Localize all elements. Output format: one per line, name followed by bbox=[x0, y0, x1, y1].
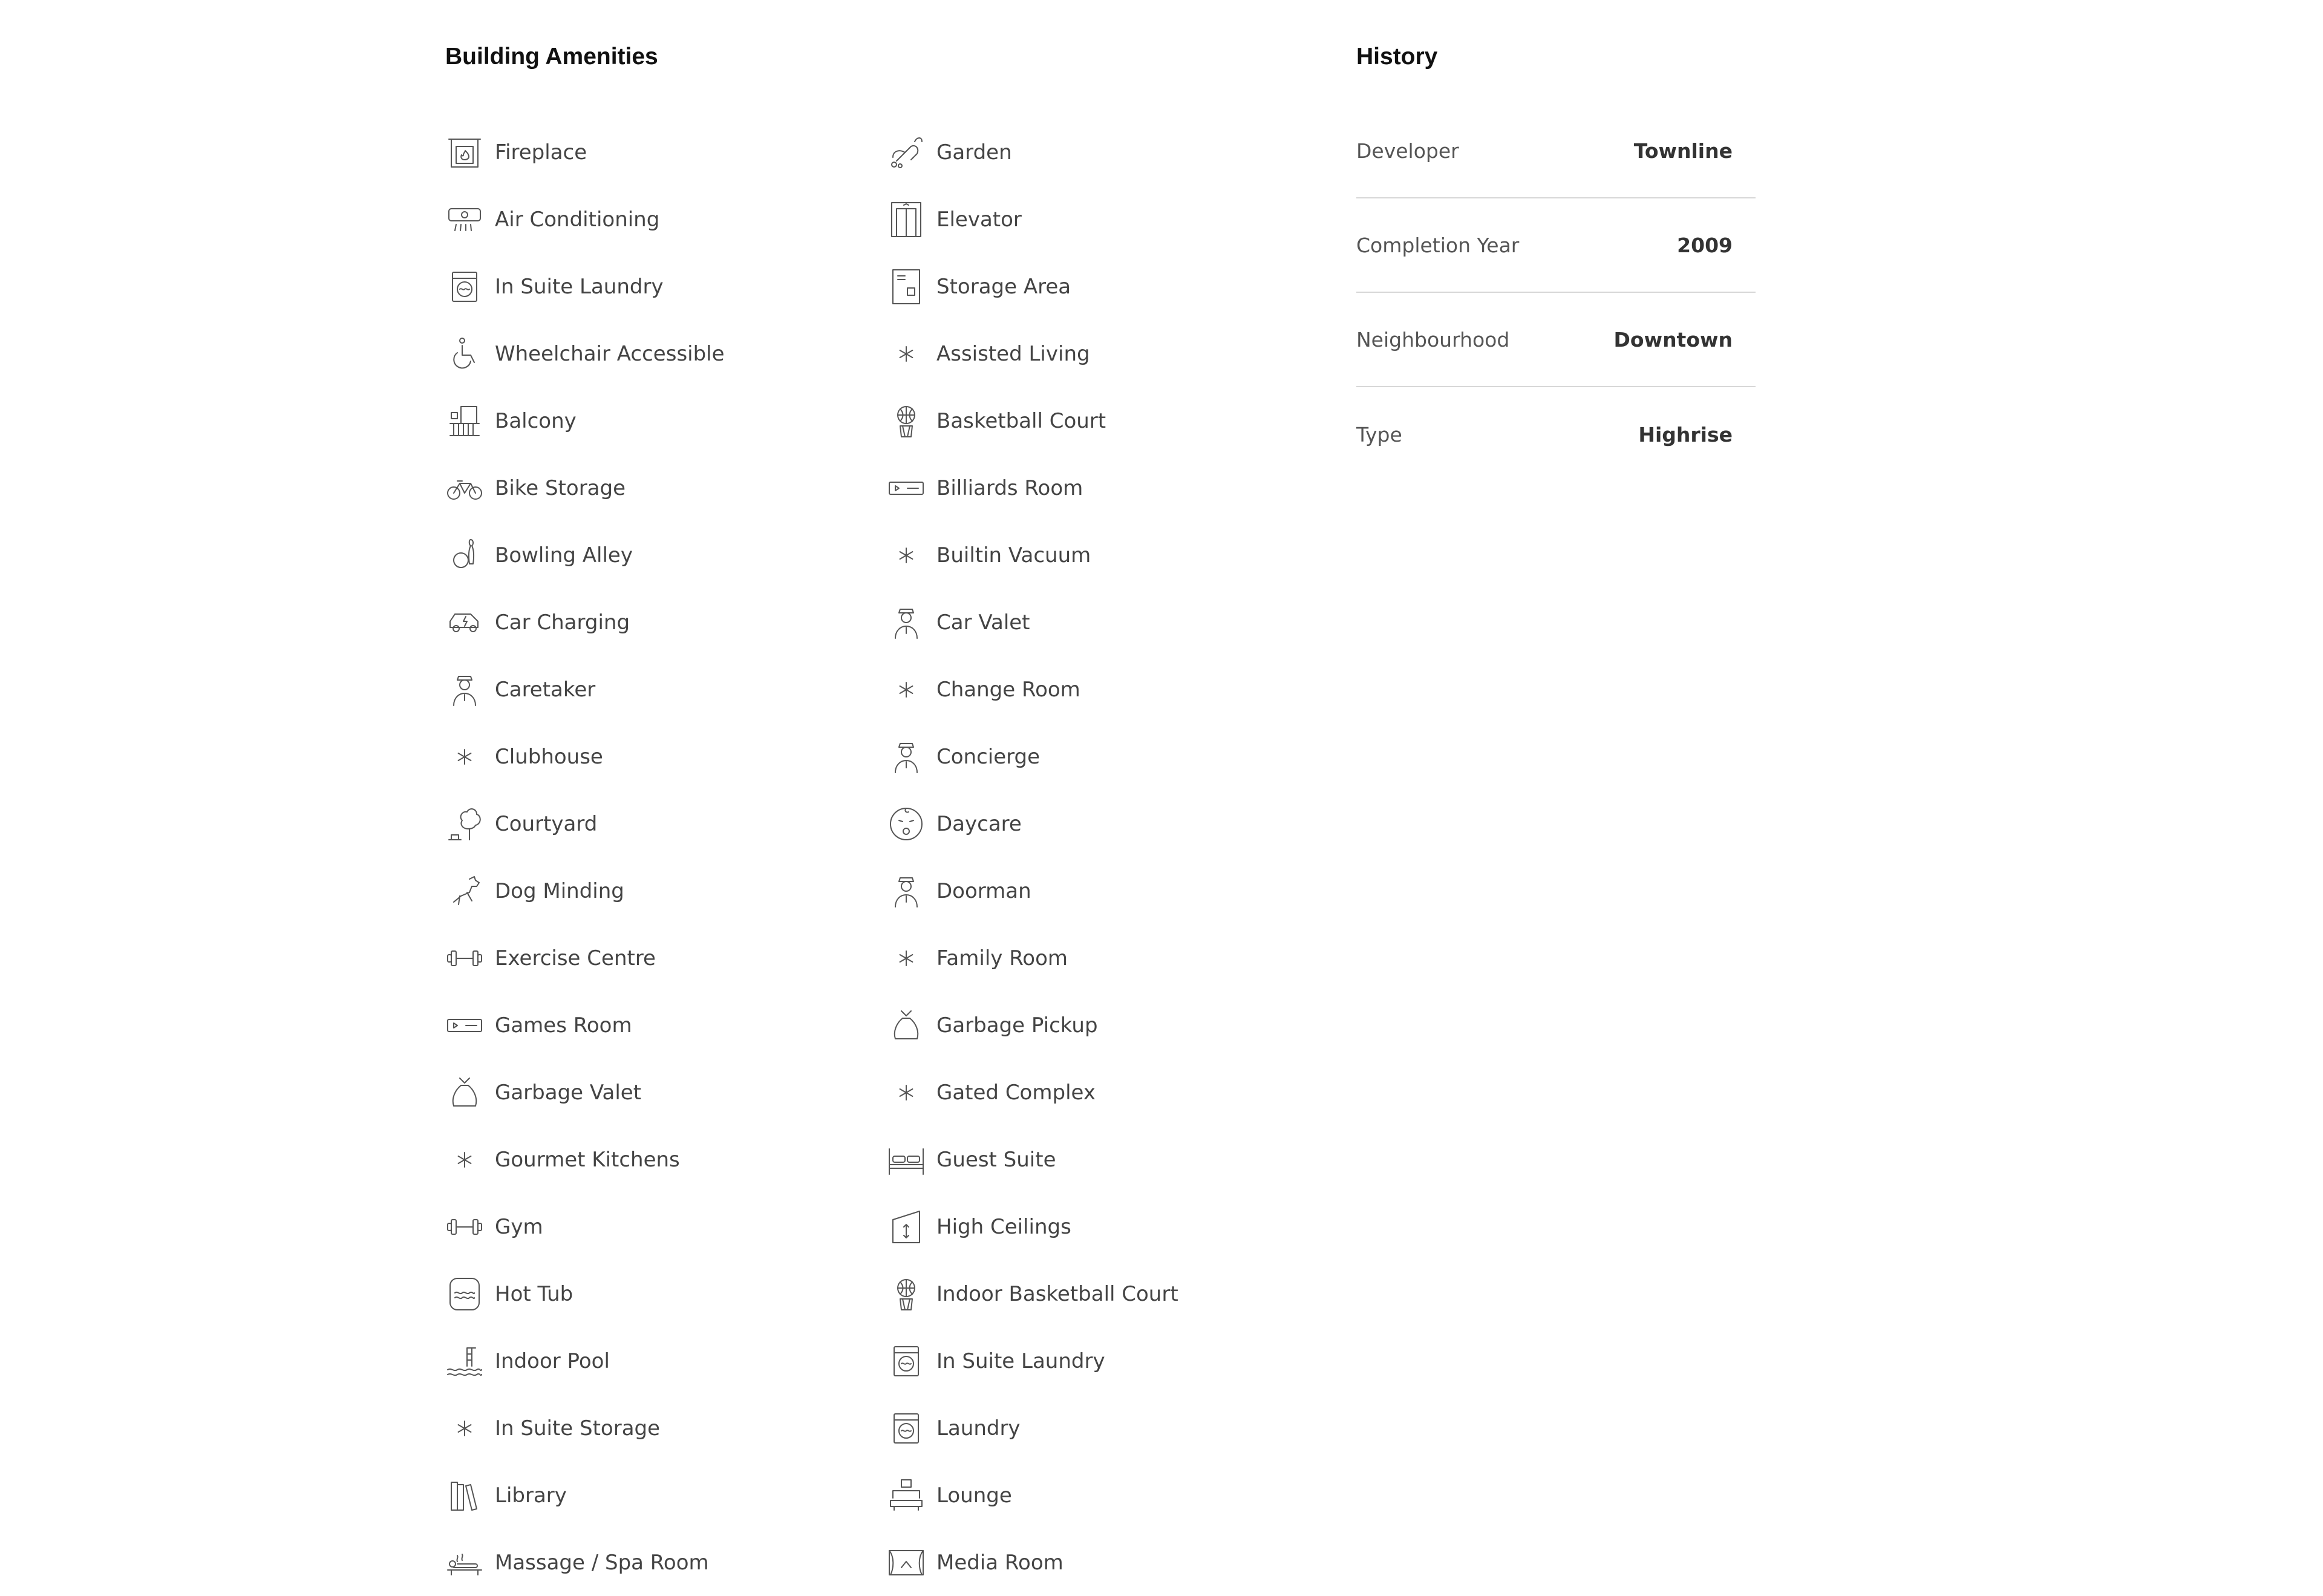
amenity-label: Media Room bbox=[936, 1550, 1063, 1575]
history-label: Type bbox=[1356, 422, 1402, 446]
amenity-item bbox=[887, 1462, 1310, 1529]
amenity-label: Bike Storage bbox=[495, 476, 626, 500]
amenity-item bbox=[445, 320, 869, 387]
basketball-icon bbox=[887, 1275, 926, 1313]
ceiling-icon bbox=[887, 1208, 926, 1246]
amenity-label: Garbage Pickup bbox=[936, 1013, 1098, 1038]
garden-icon bbox=[887, 133, 926, 172]
theater-icon bbox=[887, 1543, 926, 1582]
amenity-label: Wheelchair Accessible bbox=[495, 341, 725, 366]
garbage-bag-icon bbox=[445, 1073, 484, 1112]
ticket-icon bbox=[445, 1006, 484, 1045]
history-label: Developer bbox=[1356, 139, 1459, 163]
pool-icon bbox=[445, 1342, 484, 1381]
elevator-icon bbox=[887, 200, 926, 239]
amenity-item bbox=[445, 1395, 869, 1462]
asterisk-icon bbox=[887, 939, 926, 978]
storage-icon bbox=[887, 267, 926, 306]
amenity-item bbox=[887, 589, 1310, 656]
amenity-item bbox=[887, 992, 1310, 1059]
asterisk-icon bbox=[887, 1073, 926, 1112]
amenity-label: Family Room bbox=[936, 946, 1068, 970]
amenity-item bbox=[445, 790, 869, 857]
amenity-item bbox=[445, 522, 869, 589]
amenity-item bbox=[445, 992, 869, 1059]
asterisk-icon bbox=[887, 670, 926, 709]
tree-icon bbox=[445, 805, 484, 843]
amenity-item bbox=[445, 857, 869, 924]
amenity-label: Air Conditioning bbox=[495, 207, 660, 232]
amenity-label: Massage / Spa Room bbox=[495, 1550, 709, 1575]
amenity-label: Daycare bbox=[936, 811, 1022, 836]
amenity-label: In Suite Laundry bbox=[936, 1349, 1105, 1373]
history-value: Highrise bbox=[1638, 422, 1733, 446]
dumbbell-icon bbox=[445, 1208, 484, 1246]
laundry-icon bbox=[887, 1409, 926, 1448]
amenity-label: Builtin Vacuum bbox=[936, 543, 1091, 567]
amenity-label: Courtyard bbox=[495, 811, 598, 836]
amenity-label: Change Room bbox=[936, 677, 1080, 702]
amenity-label: Games Room bbox=[495, 1013, 632, 1038]
person-icon bbox=[445, 670, 484, 709]
amenity-item bbox=[445, 723, 869, 790]
amenity-item bbox=[445, 1193, 869, 1260]
amenity-item bbox=[887, 253, 1310, 320]
history-row bbox=[1356, 387, 1756, 482]
amenity-item bbox=[887, 790, 1310, 857]
amenity-label: In Suite Laundry bbox=[495, 274, 664, 299]
laundry-icon bbox=[887, 1342, 926, 1381]
car-icon bbox=[445, 603, 484, 642]
history-row bbox=[1356, 198, 1756, 293]
amenity-item bbox=[887, 1059, 1310, 1126]
amenity-item bbox=[887, 1126, 1310, 1193]
amenity-label: Concierge bbox=[936, 744, 1041, 769]
hot-tub-icon bbox=[445, 1275, 484, 1313]
amenity-item bbox=[887, 320, 1310, 387]
asterisk-icon bbox=[887, 335, 926, 373]
amenity-label: Bowling Alley bbox=[495, 543, 633, 567]
amenity-item bbox=[445, 924, 869, 992]
baby-icon bbox=[887, 805, 926, 843]
amenity-item bbox=[887, 387, 1310, 454]
amenity-item bbox=[445, 1529, 869, 1596]
history-label: Neighbourhood bbox=[1356, 327, 1510, 352]
amenity-item bbox=[445, 656, 869, 723]
amenity-label: Fireplace bbox=[495, 140, 587, 165]
amenity-label: Garden bbox=[936, 140, 1012, 165]
person-icon bbox=[887, 737, 926, 776]
wheelchair-icon bbox=[445, 335, 484, 373]
bowling-icon bbox=[445, 536, 484, 575]
amenity-label: Laundry bbox=[936, 1416, 1021, 1441]
person-icon bbox=[887, 872, 926, 911]
amenity-label: Lounge bbox=[936, 1483, 1012, 1508]
bed-icon bbox=[887, 1140, 926, 1179]
amenity-label: Elevator bbox=[936, 207, 1022, 232]
massage-icon bbox=[445, 1543, 484, 1582]
amenity-item bbox=[887, 857, 1310, 924]
amenity-item bbox=[887, 522, 1310, 589]
amenity-item bbox=[445, 454, 869, 522]
amenities-column-left bbox=[445, 119, 869, 1596]
amenity-label: Gourmet Kitchens bbox=[495, 1147, 680, 1172]
amenity-label: Doorman bbox=[936, 878, 1031, 903]
dumbbell-icon bbox=[445, 939, 484, 978]
basketball-icon bbox=[887, 402, 926, 440]
amenity-label: Clubhouse bbox=[495, 744, 603, 769]
amenity-label: In Suite Storage bbox=[495, 1416, 661, 1441]
amenity-item bbox=[445, 1462, 869, 1529]
amenity-label: Caretaker bbox=[495, 677, 596, 702]
amenity-label: Car Charging bbox=[495, 610, 630, 635]
history-heading: History bbox=[1356, 44, 1438, 70]
asterisk-icon bbox=[445, 737, 484, 776]
amenity-item bbox=[445, 186, 869, 253]
history-value: 2009 bbox=[1677, 233, 1733, 257]
amenity-item bbox=[445, 387, 869, 454]
person-icon bbox=[887, 603, 926, 642]
amenity-label: Basketball Court bbox=[936, 408, 1106, 433]
amenity-item bbox=[445, 119, 869, 186]
asterisk-icon bbox=[445, 1409, 484, 1448]
amenity-item bbox=[887, 1529, 1310, 1596]
amenity-item bbox=[445, 253, 869, 320]
books-icon bbox=[445, 1476, 484, 1515]
garbage-bag-icon bbox=[887, 1006, 926, 1045]
building-amenities-heading: Building Amenities bbox=[445, 44, 658, 70]
amenity-item bbox=[445, 589, 869, 656]
amenity-item bbox=[887, 454, 1310, 522]
amenity-label: Balcony bbox=[495, 408, 577, 433]
history-label: Completion Year bbox=[1356, 233, 1520, 257]
amenity-label: Storage Area bbox=[936, 274, 1071, 299]
amenity-label: Billiards Room bbox=[936, 476, 1083, 500]
amenity-label: Car Valet bbox=[936, 610, 1030, 635]
amenity-label: Dog Minding bbox=[495, 878, 624, 903]
amenity-item bbox=[887, 119, 1310, 186]
amenity-label: Gym bbox=[495, 1214, 543, 1239]
history-row bbox=[1356, 293, 1756, 387]
amenity-item bbox=[887, 723, 1310, 790]
history-value: Townline bbox=[1633, 139, 1733, 163]
amenity-item bbox=[445, 1126, 869, 1193]
amenity-item bbox=[887, 656, 1310, 723]
amenity-item bbox=[445, 1260, 869, 1327]
amenity-label: Gated Complex bbox=[936, 1080, 1096, 1105]
bike-icon bbox=[445, 469, 484, 508]
history-row bbox=[1356, 104, 1756, 198]
amenity-item bbox=[887, 1193, 1310, 1260]
amenity-item bbox=[445, 1059, 869, 1126]
amenity-item bbox=[445, 1327, 869, 1395]
asterisk-icon bbox=[887, 536, 926, 575]
laundry-icon bbox=[445, 267, 484, 306]
asterisk-icon bbox=[445, 1140, 484, 1179]
history-table bbox=[1356, 104, 1756, 482]
amenity-label: Guest Suite bbox=[936, 1147, 1056, 1172]
history-value: Downtown bbox=[1613, 327, 1733, 352]
amenity-label: Garbage Valet bbox=[495, 1080, 642, 1105]
amenity-label: Indoor Pool bbox=[495, 1349, 610, 1373]
fireplace-icon bbox=[445, 133, 484, 172]
amenity-item bbox=[887, 186, 1310, 253]
amenity-item bbox=[887, 1260, 1310, 1327]
amenity-label: High Ceilings bbox=[936, 1214, 1071, 1239]
air-conditioning-icon bbox=[445, 200, 484, 239]
amenity-item bbox=[887, 1327, 1310, 1395]
sofa-icon bbox=[887, 1476, 926, 1515]
amenity-label: Hot Tub bbox=[495, 1281, 573, 1306]
amenities-column-right bbox=[887, 119, 1310, 1596]
amenity-label: Library bbox=[495, 1483, 567, 1508]
ticket-icon bbox=[887, 469, 926, 508]
amenity-label: Exercise Centre bbox=[495, 946, 656, 970]
amenity-item bbox=[887, 1395, 1310, 1462]
balcony-icon bbox=[445, 402, 484, 440]
dog-icon bbox=[445, 872, 484, 911]
amenity-label: Assisted Living bbox=[936, 341, 1090, 366]
amenity-item bbox=[887, 924, 1310, 992]
amenity-label: Indoor Basketball Court bbox=[936, 1281, 1178, 1306]
